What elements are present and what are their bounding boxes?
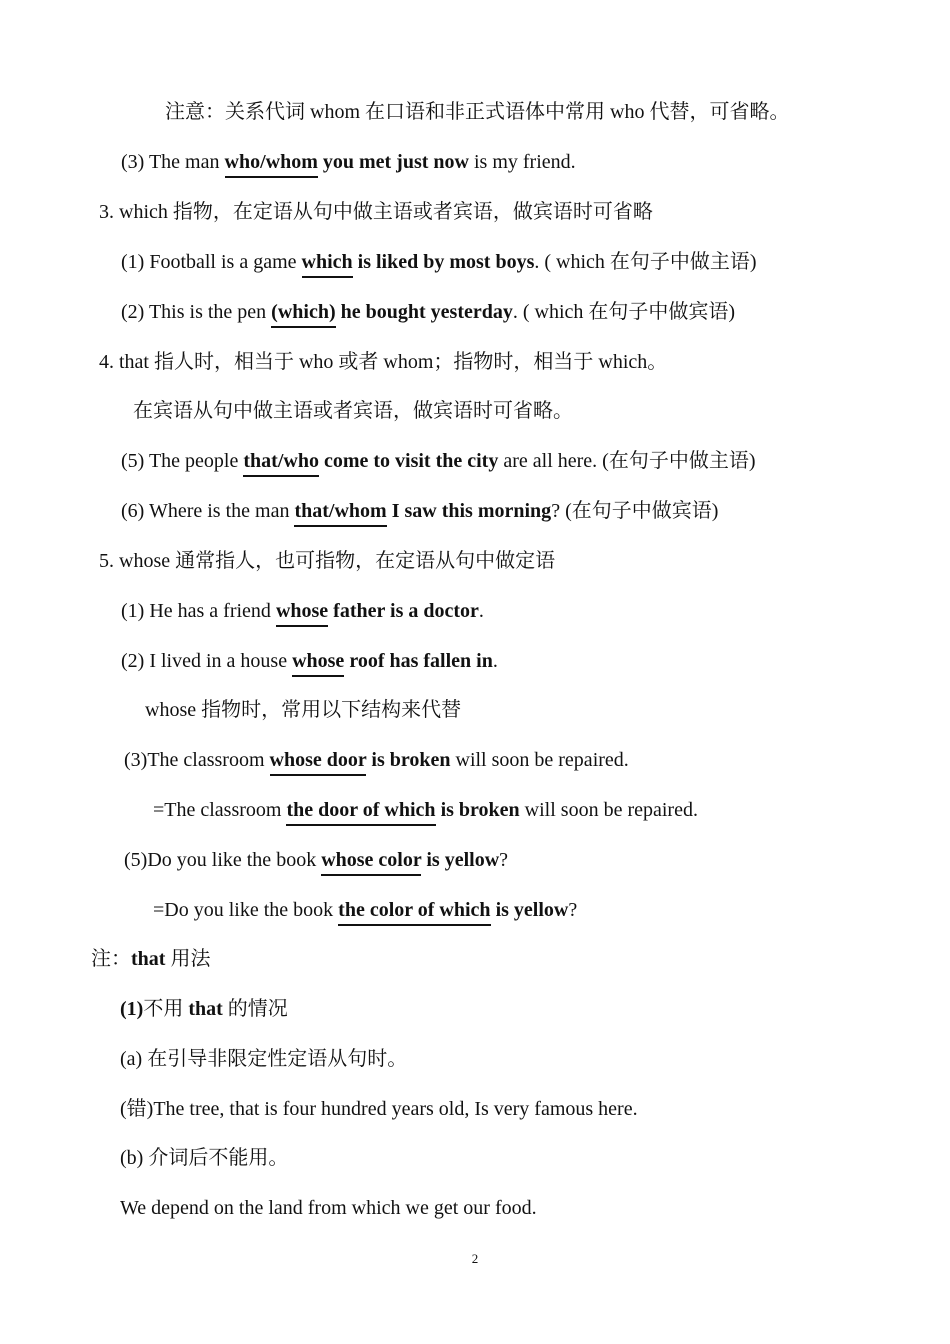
rule-b: (b) 介词后不能用。	[120, 1147, 289, 1169]
underlined-pronoun: whose door	[270, 749, 367, 776]
heading-which: 3. which 指物，在定语从句中做主语或者宾语，做宾语时可省略	[99, 201, 653, 223]
example-2-which-object: (2) This is the pen (which) he bought yesterday. ( which 在句子中做宾语)	[121, 300, 735, 324]
example-wrong: (错)The tree, that is four hundred years old, Is very famous here.	[120, 1098, 638, 1120]
example-5-whose-color: (5)Do you like the book whose color is yellow?	[124, 848, 508, 872]
example-3-of-which: =The classroom the door of which is broken will soon be repaired.	[153, 798, 698, 822]
example-2-whose: (2) I lived in a house whose roof has fallen in.	[121, 649, 498, 673]
example-3-whose-door: (3)The classroom whose door is broken will soon be repaired.	[124, 748, 629, 772]
example-1-whose: (1) He has a friend whose father is a doctor.	[121, 599, 484, 623]
underlined-pronoun: (which)	[271, 301, 335, 328]
note-that-omission: 在宾语从句中做主语或者宾语，做宾语时可省略。	[133, 400, 573, 422]
subheading-no-that: (1)不用 that 的情况	[120, 998, 288, 1020]
example-preposition: We depend on the land from which we get our food.	[120, 1197, 537, 1219]
underlined-pronoun: the door of which	[286, 799, 435, 826]
underlined-pronoun: the color of which	[338, 899, 490, 926]
example-3-who-whom: (3) The man who/whom you met just now is my friend.	[121, 150, 576, 174]
heading-that: 4. that 指人时，相当于 who 或者 whom；指物时，相当于 which。	[99, 351, 668, 373]
underlined-pronoun: whose	[292, 650, 344, 677]
note-whose-thing: whose 指物时，常用以下结构来代替	[145, 699, 462, 721]
example-5-of-which: =Do you like the book the color of which is yellow?	[153, 898, 577, 922]
underlined-pronoun: that/who	[243, 450, 319, 477]
example-5-that-subject: (5) The people that/who come to visit the city are all here. (在句子中做主语)	[121, 449, 755, 473]
underlined-pronoun: whose color	[321, 849, 421, 876]
rule-a: (a) 在引导非限定性定语从句时。	[120, 1048, 408, 1070]
underlined-pronoun: whose	[276, 600, 328, 627]
underlined-pronoun: who/whom	[225, 151, 318, 178]
underlined-pronoun: which	[302, 251, 353, 278]
underlined-pronoun: that/whom	[294, 500, 386, 527]
note-whom: 注意：关系代词 whom 在口语和非正式语体中常用 who 代替，可省略。	[165, 101, 790, 123]
example-1-which-subject: (1) Football is a game which is liked by most boys. ( which 在句子中做主语)	[121, 250, 757, 274]
page-number: 2	[471, 1251, 479, 1266]
note-that-usage: 注：that 用法	[91, 948, 211, 970]
heading-whose: 5. whose 通常指人，也可指物，在定语从句中做定语	[99, 550, 556, 572]
example-6-that-object: (6) Where is the man that/whom I saw this morning? (在句子中做宾语)	[121, 499, 718, 523]
